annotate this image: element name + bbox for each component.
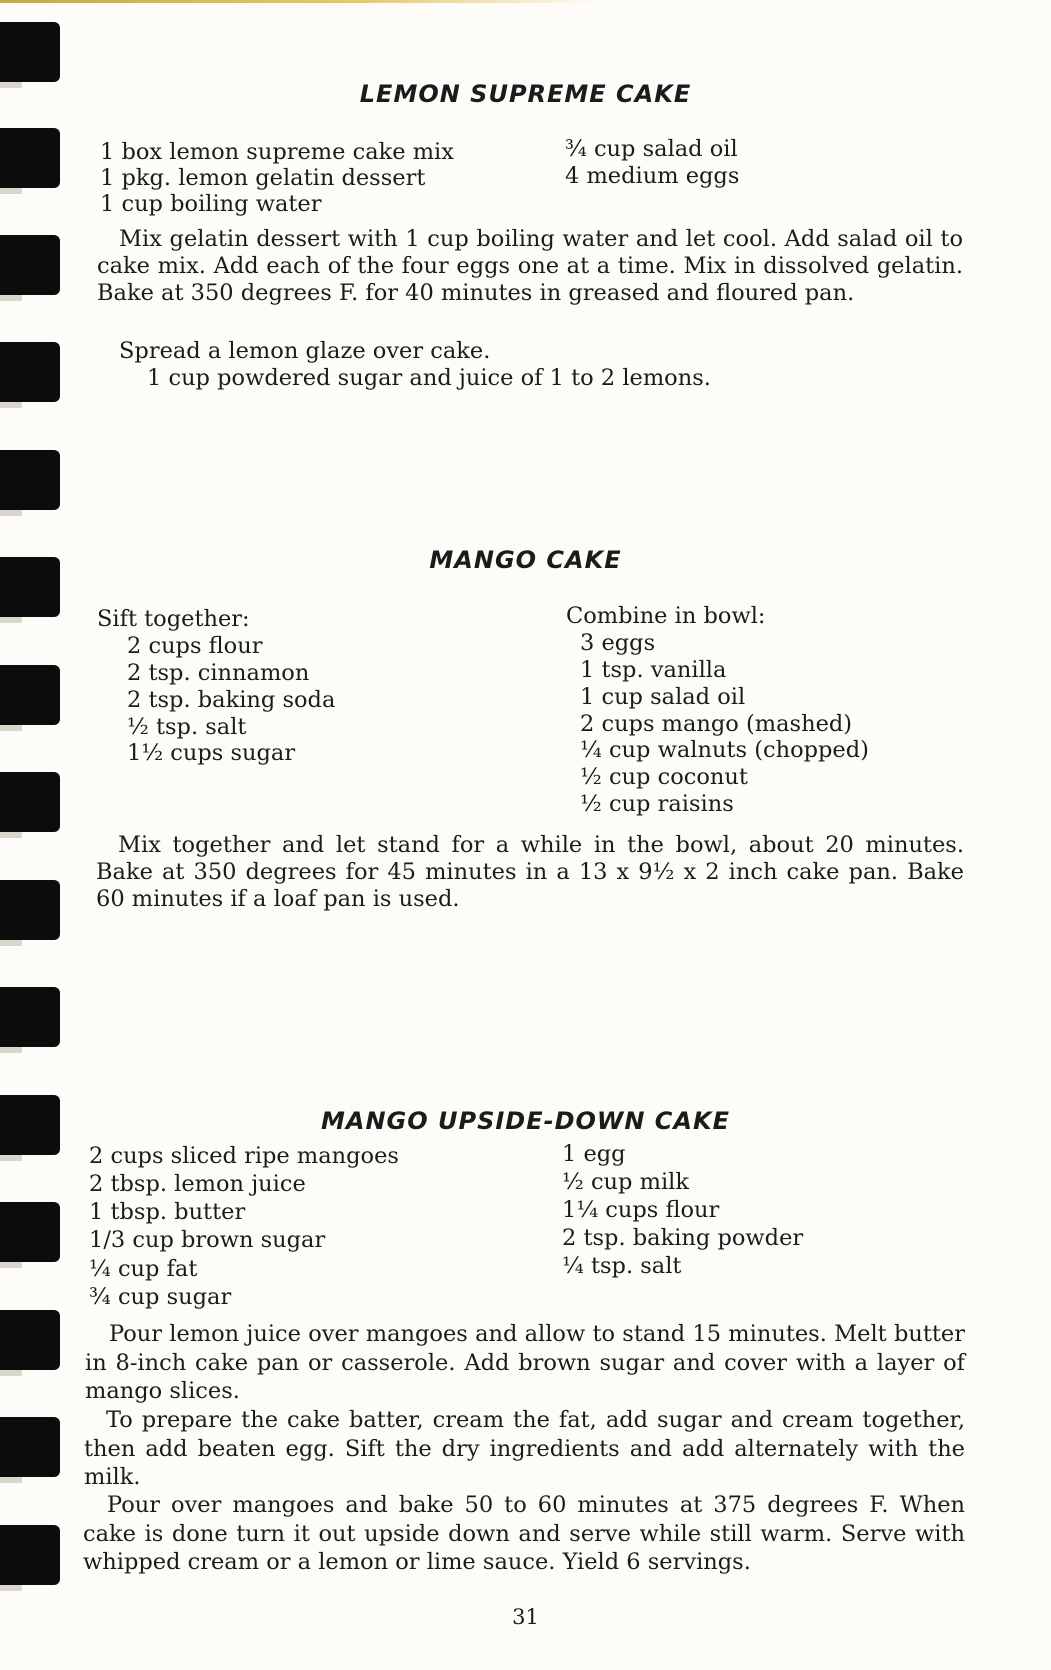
page-number: 31 <box>512 1605 539 1629</box>
binding-ring <box>0 665 60 725</box>
ingredient: 1/3 cup brown sugar <box>89 1227 326 1253</box>
ingredient: ¾ cup salad oil <box>565 136 738 162</box>
ingredient: 2 cups flour <box>127 633 263 659</box>
binding-ring <box>0 1310 60 1370</box>
binding-ring <box>0 22 60 82</box>
ingredient: 1 tbsp. butter <box>89 1199 246 1225</box>
recipe-title: LEMON SUPREME CAKE <box>359 80 692 108</box>
ingredient: 1½ cups sugar <box>127 740 296 766</box>
ingredient: 2 cups mango (mashed) <box>580 711 853 737</box>
binding-ring <box>0 987 60 1047</box>
ingredient: 1 pkg. lemon gelatin dessert <box>100 165 426 191</box>
instructions-paragraph: To prepare the cake batter, cream the fat, add sugar and cream together, then add beaten egg. Sift the dry ingredients and add alternately with the milk. <box>84 1407 965 1490</box>
ingredient: ½ cup coconut <box>580 764 748 790</box>
binding-ring <box>0 772 60 832</box>
ingredient: ½ cup raisins <box>580 791 734 817</box>
page-top-edge <box>0 0 600 3</box>
ingredient-group-heading: Combine in bowl: <box>566 603 766 629</box>
ingredient: 1 box lemon supreme cake mix <box>100 139 454 165</box>
ingredient: ½ tsp. salt <box>127 714 247 740</box>
binding-ring <box>0 342 60 402</box>
ingredient: ¼ tsp. salt <box>562 1253 682 1279</box>
binding-ring <box>0 1202 60 1262</box>
ingredient: ¾ cup sugar <box>89 1284 232 1310</box>
ingredient: 4 medium eggs <box>565 163 740 189</box>
ingredient: 1 cup boiling water <box>100 191 322 217</box>
binding-ring <box>0 128 60 188</box>
ingredient: 2 tsp. baking powder <box>562 1225 804 1251</box>
ingredient: 1¼ cups flour <box>562 1197 720 1223</box>
glaze-ingredients: 1 cup powdered sugar and juice of 1 to 2 lemons. <box>147 365 711 391</box>
ingredient: 2 cups sliced ripe mangoes <box>89 1143 399 1169</box>
instructions-paragraph: Spread a lemon glaze over cake. <box>119 338 491 364</box>
binding-ring <box>0 880 60 940</box>
ingredient: 1 egg <box>562 1141 626 1167</box>
instructions-paragraph: Pour over mangoes and bake 50 to 60 minutes at 375 degrees F. When cake is done turn it out upside down and serve while still warm. Serve with whipped cream or a lemon or lime sauce. Yield 6 servings. <box>83 1492 965 1575</box>
ingredient: 2 tbsp. lemon juice <box>89 1171 306 1197</box>
binding-ring <box>0 1417 60 1477</box>
ingredient: 1 cup salad oil <box>580 684 746 710</box>
recipe-title: MANGO UPSIDE-DOWN CAKE <box>321 1107 730 1135</box>
spiral-binding <box>0 0 70 1670</box>
binding-ring <box>0 1525 60 1585</box>
ingredient: 2 tsp. cinnamon <box>127 660 310 686</box>
ingredient: ¼ cup walnuts (chopped) <box>580 737 869 763</box>
recipe-title: MANGO CAKE <box>429 546 622 574</box>
instructions-paragraph: Mix gelatin dessert with 1 cup boiling water and let cool. Add salad oil to cake mix. Add each of the four eggs one at a time. Mix in dissolved gelatin. Bake at 350 degrees F. for 40 minutes in greased and floured pan. <box>97 226 963 306</box>
instructions-paragraph: Mix together and let stand for a while in the bowl, about 20 minutes. Bake at 350 degrees for 45 minutes in a 13 x 9½ x 2 inch cake pan. Bake 60 minutes if a loaf pan is used. <box>96 832 964 912</box>
ingredient: 1 tsp. vanilla <box>580 657 727 683</box>
ingredient: 3 eggs <box>580 630 656 656</box>
ingredient: ¼ cup fat <box>89 1256 198 1282</box>
instructions-paragraph: Pour lemon juice over mangoes and allow to stand 15 minutes. Melt butter in 8-inch cake pan or casserole. Add brown sugar and cover with a layer of mango slices. <box>85 1321 965 1404</box>
binding-ring <box>0 450 60 510</box>
ingredient: 2 tsp. baking soda <box>127 687 336 713</box>
ingredient-group-heading: Sift together: <box>97 606 250 632</box>
binding-ring <box>0 235 60 295</box>
ingredient: ½ cup milk <box>562 1169 689 1195</box>
